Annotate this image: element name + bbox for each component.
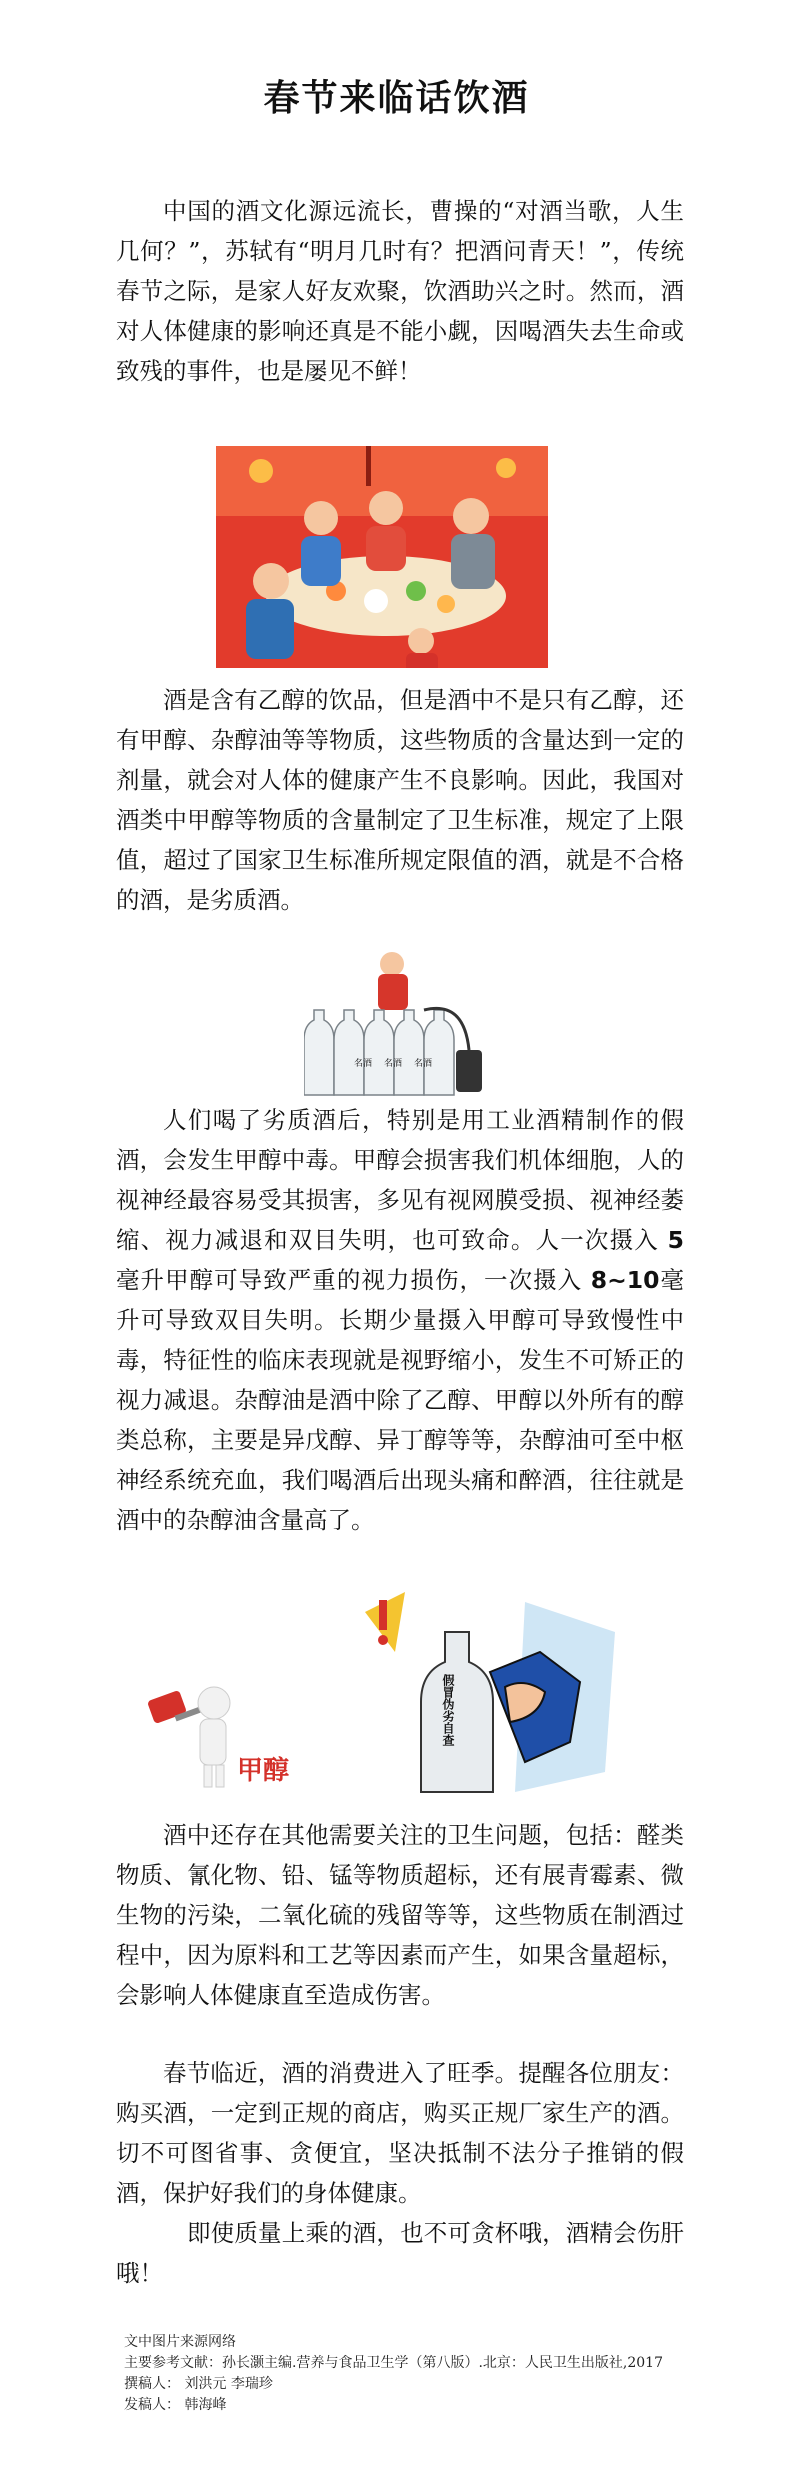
counterfeit-label: 假冒伪劣自查 — [441, 1674, 455, 1746]
bottle-label: 名酒 — [414, 1059, 433, 1069]
paragraph-ethanol: 酒是含有乙醇的饮品，但是酒中不是只有乙醇，还有甲醇、杂醇油等等物质，这些物质的含量达到一定的剂量，就会对人体的健康产生不良影响。因此，我国对酒类中甲醇等物质的含量制定了卫生标准，规定了上限值，超过了国家卫生标准所规定限值的酒，就是不合格的酒，是劣质酒。 — [116, 686, 684, 914]
methanol-dose-number: 5 — [667, 1226, 684, 1254]
methanol-dose-range: 8~10 — [590, 1266, 660, 1294]
paragraph-methanol: 人们喝了劣质酒后，特别是用工业酒精制作的假酒，会发生甲醇中毒。甲醇会损害我们机体细胞，人的视神经最容易受其损害，多见有视网膜受损、视神经萎缩、视力减退和双目失明，也可致命。人一次摄入 5 毫升甲醇可导致严重的视力损伤，一次摄入 8~10毫升可导致双目失明。长期少量摄入甲醇可导致慢性中毒，特征性的临床表现就是视野缩小，发生不可矫正的视力减退。杂醇油是酒中除了乙醇、甲醇以外所有的醇类总称，主要是异戊醇、异丁醇等等，杂醇油可至中枢神经系统充血，我们喝酒后出现头痛和醉酒，往往就是酒中的杂醇油含量高了。 — [116, 1106, 685, 1534]
paragraph-closing: 即使质量上乘的酒，也不可贪杯哦，酒精会伤肝哦！ — [116, 2219, 684, 2287]
methanol-hammer-image — [144, 1665, 304, 1795]
family-dinner-image — [216, 446, 548, 668]
bottle-label: 名酒 — [354, 1059, 373, 1069]
anti-counterfeit-image — [365, 1592, 625, 1797]
footer — [124, 2332, 663, 2416]
publisher-line: 发稿人： 韩海峰 — [124, 2397, 227, 2413]
author-line: 撰稿人： 刘洪元 李瑞珍 — [124, 2376, 273, 2392]
fake-liquor-image — [304, 950, 490, 1100]
paragraph-reminder: 春节临近，酒的消费进入了旺季。提醒各位朋友：购买酒，一定到正规的商店，购买正规厂家生产的酒。切不可图省事、贪便宜，坚决抵制不法分子推销的假酒，保护好我们的身体健康。 — [116, 2059, 684, 2207]
page-title: 春节来临话饮酒 — [263, 77, 530, 119]
paragraph-intro: 中国的酒文化源远流长，曹操的“对酒当歌，人生几何？”，苏轼有“明月几时有？把酒问青天！”，传统春节之际，是家人好友欢聚，饮酒助兴之时。然而，酒对人体健康的影响还真是不能小觑，因喝酒失去生命或致残的事件，也是屡见不鲜！ — [116, 197, 684, 385]
bottle-label: 名酒 — [384, 1059, 403, 1069]
image-source-note: 文中图片来源网络 — [124, 2334, 236, 2350]
paragraph-hygiene: 酒中还存在其他需要关注的卫生问题，包括：醛类物质、氰化物、铅、锰等物质超标，还有展青霉素、微生物的污染，二氧化硫的残留等等，这些物质在制酒过程中，因为原料和工艺等因素而产生，如果含量超标，会影响人体健康直至造成伤害。 — [116, 1821, 684, 2009]
reference-note: 主要参考文献：孙长灏主编.营养与食品卫生学（第八版）.北京：人民卫生出版社,2017 — [124, 2355, 663, 2371]
methanol-label: 甲醇 — [237, 1756, 290, 1786]
